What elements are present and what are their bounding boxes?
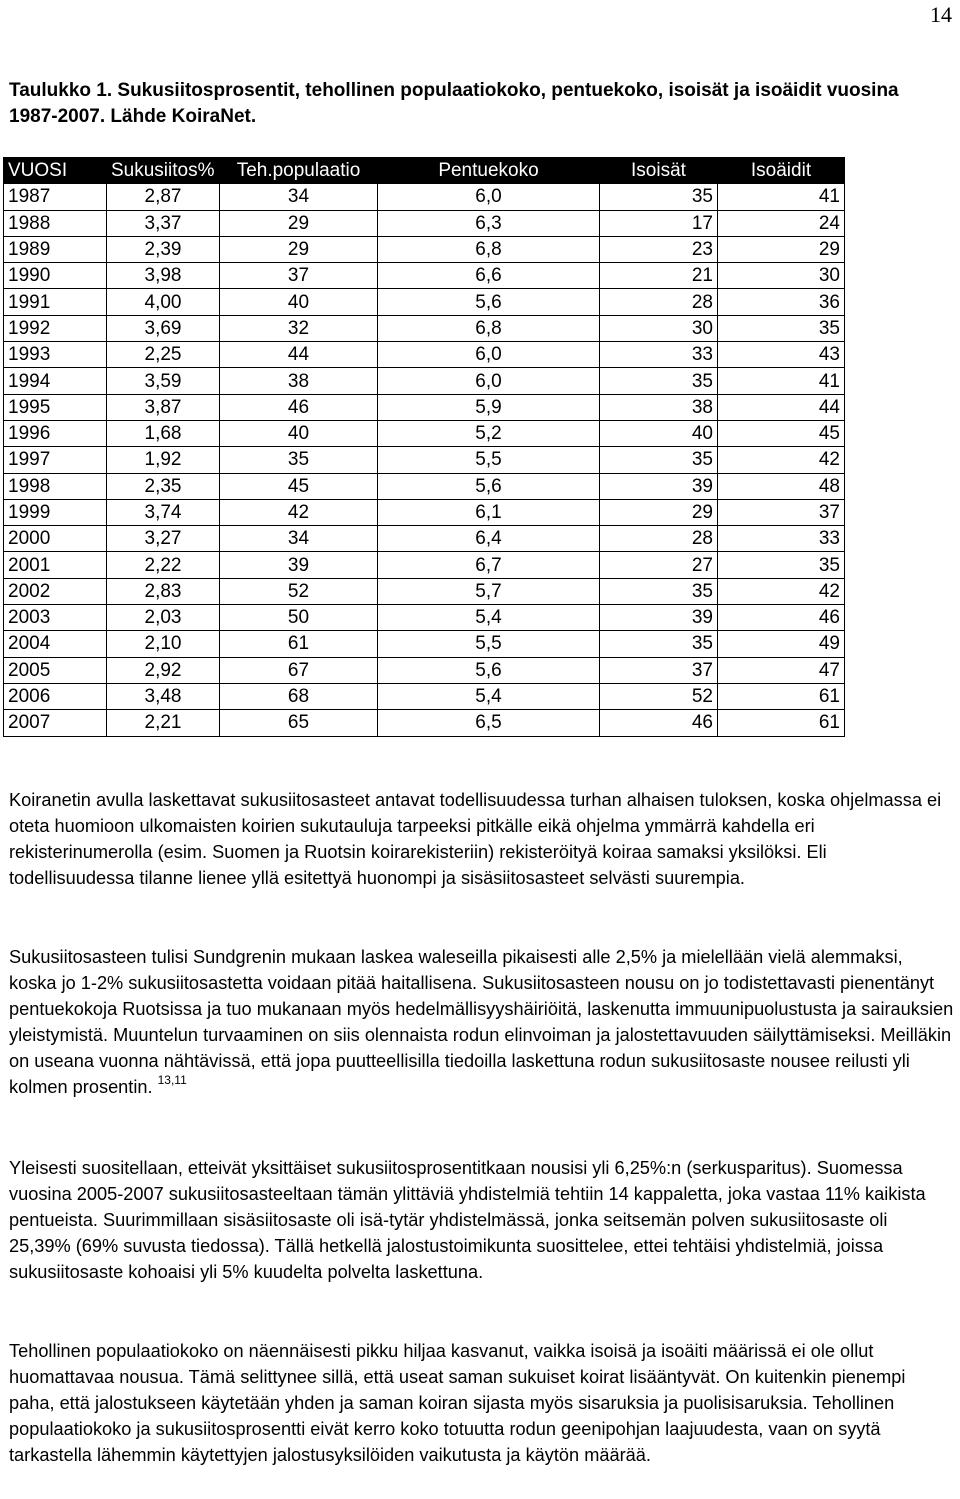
- cell-litter-size: 6,0: [378, 184, 600, 210]
- table-row: [4, 683, 845, 709]
- table-row: [4, 473, 845, 499]
- cell-grandsires: 40: [600, 420, 718, 446]
- cell-inbreeding: 2,83: [107, 578, 220, 604]
- cell-effective-population: 68: [220, 683, 378, 709]
- cell-grandsires: 28: [600, 526, 718, 552]
- table-row: [4, 236, 845, 262]
- table-row: [4, 605, 845, 631]
- table-caption: Taulukko 1. Sukusiitosprosentit, tehollinen populaatiokoko, pentuekoko, isoisät ja isoäidit vuosina 1987-2007. Lähde KoiraNet.: [9, 80, 899, 127]
- cell-year: 2005: [4, 657, 107, 683]
- cell-litter-size: 6,8: [378, 236, 600, 262]
- cell-granddams: 29: [718, 236, 845, 262]
- cell-year: 1987: [4, 184, 107, 210]
- cell-effective-population: 34: [220, 184, 378, 210]
- cell-year: 2004: [4, 631, 107, 657]
- table-header: [4, 158, 845, 184]
- cell-litter-size: 5,4: [378, 605, 600, 631]
- cell-year: 2007: [4, 710, 107, 736]
- cell-year: 2001: [4, 552, 107, 578]
- header-litter-size: Pentuekoko: [378, 158, 600, 184]
- cell-year: 1990: [4, 263, 107, 289]
- cell-granddams: 47: [718, 657, 845, 683]
- cell-effective-population: 40: [220, 420, 378, 446]
- table-header-row: [4, 158, 845, 184]
- header-year: VUOSI: [4, 158, 107, 184]
- cell-year: 2002: [4, 578, 107, 604]
- header-inbreeding: Sukusiitos%: [107, 158, 220, 184]
- cell-granddams: 46: [718, 605, 845, 631]
- cell-effective-population: 65: [220, 710, 378, 736]
- cell-granddams: 37: [718, 499, 845, 525]
- cell-litter-size: 5,4: [378, 683, 600, 709]
- reference-marker: 13,11: [157, 1073, 187, 1087]
- cell-grandsires: 21: [600, 263, 718, 289]
- cell-litter-size: 6,4: [378, 526, 600, 552]
- cell-litter-size: 5,6: [378, 289, 600, 315]
- cell-inbreeding: 4,00: [107, 289, 220, 315]
- cell-inbreeding: 2,21: [107, 710, 220, 736]
- table-row: [4, 184, 845, 210]
- cell-grandsires: 17: [600, 210, 718, 236]
- cell-grandsires: 39: [600, 473, 718, 499]
- cell-litter-size: 5,7: [378, 578, 600, 604]
- cell-granddams: 45: [718, 420, 845, 446]
- cell-inbreeding: 2,03: [107, 605, 220, 631]
- cell-litter-size: 5,6: [378, 657, 600, 683]
- table-row: [4, 710, 845, 736]
- table-row: [4, 394, 845, 420]
- cell-granddams: 35: [718, 552, 845, 578]
- cell-effective-population: 32: [220, 315, 378, 341]
- cell-year: 1996: [4, 420, 107, 446]
- cell-granddams: 41: [718, 368, 845, 394]
- cell-granddams: 43: [718, 342, 845, 368]
- cell-granddams: 48: [718, 473, 845, 499]
- cell-inbreeding: 1,92: [107, 447, 220, 473]
- cell-grandsires: 46: [600, 710, 718, 736]
- cell-inbreeding: 2,22: [107, 552, 220, 578]
- cell-effective-population: 61: [220, 631, 378, 657]
- table-row: [4, 447, 845, 473]
- cell-effective-population: 50: [220, 605, 378, 631]
- cell-litter-size: 5,5: [378, 631, 600, 657]
- cell-effective-population: 45: [220, 473, 378, 499]
- table-row: [4, 263, 845, 289]
- cell-inbreeding: 2,35: [107, 473, 220, 499]
- cell-litter-size: 6,8: [378, 315, 600, 341]
- cell-effective-population: 29: [220, 236, 378, 262]
- cell-effective-population: 44: [220, 342, 378, 368]
- cell-granddams: 49: [718, 631, 845, 657]
- cell-granddams: 24: [718, 210, 845, 236]
- cell-litter-size: 6,1: [378, 499, 600, 525]
- cell-year: 1993: [4, 342, 107, 368]
- cell-inbreeding: 3,74: [107, 499, 220, 525]
- cell-effective-population: 37: [220, 263, 378, 289]
- table-body: [4, 184, 845, 736]
- cell-grandsires: 37: [600, 657, 718, 683]
- table-row: [4, 631, 845, 657]
- cell-year: 1988: [4, 210, 107, 236]
- cell-litter-size: 5,5: [378, 447, 600, 473]
- cell-granddams: 61: [718, 683, 845, 709]
- cell-year: 1989: [4, 236, 107, 262]
- table-row: [4, 210, 845, 236]
- cell-inbreeding: 3,59: [107, 368, 220, 394]
- paragraph-sundgren: [9, 944, 954, 1100]
- cell-granddams: 42: [718, 578, 845, 604]
- inbreeding-table: [3, 157, 845, 737]
- cell-effective-population: 29: [220, 210, 378, 236]
- header-grandsires: Isoisät: [600, 158, 718, 184]
- cell-litter-size: 6,7: [378, 552, 600, 578]
- cell-granddams: 44: [718, 394, 845, 420]
- cell-inbreeding: 2,92: [107, 657, 220, 683]
- cell-year: 2003: [4, 605, 107, 631]
- cell-inbreeding: 3,87: [107, 394, 220, 420]
- cell-litter-size: 5,6: [378, 473, 600, 499]
- cell-inbreeding: 2,10: [107, 631, 220, 657]
- cell-effective-population: 52: [220, 578, 378, 604]
- cell-effective-population: 38: [220, 368, 378, 394]
- cell-inbreeding: 3,48: [107, 683, 220, 709]
- cell-litter-size: 6,0: [378, 368, 600, 394]
- table-row: [4, 526, 845, 552]
- cell-granddams: 61: [718, 710, 845, 736]
- cell-grandsires: 33: [600, 342, 718, 368]
- cell-granddams: 33: [718, 526, 845, 552]
- cell-year: 1991: [4, 289, 107, 315]
- table-row: [4, 420, 845, 446]
- cell-year: 1994: [4, 368, 107, 394]
- cell-effective-population: 35: [220, 447, 378, 473]
- cell-grandsires: 30: [600, 315, 718, 341]
- cell-grandsires: 52: [600, 683, 718, 709]
- cell-effective-population: 40: [220, 289, 378, 315]
- cell-effective-population: 34: [220, 526, 378, 552]
- cell-litter-size: 6,3: [378, 210, 600, 236]
- cell-year: 1999: [4, 499, 107, 525]
- cell-inbreeding: 1,68: [107, 420, 220, 446]
- cell-grandsires: 28: [600, 289, 718, 315]
- paragraph-recommendation: Yleisesti suositellaan, etteivät yksittäiset sukusiitosprosentitkaan nousisi yli 6,25%:n (serkusparitus). Suomessa vuosina 2005-2007 sukusiitosasteeltaan tämän ylittäviä yhdistelmiä tehtiin 14 kappaletta, joka vastaa 11% kaikista pentueista. Suurimmillaan sisäsiitosaste oli isä-tytär yhdistelmässä, jonka seitsemän polven sukusiitosaste oli 25,39% (69% suvusta tiedossa). Tällä hetkellä jalostustoimikunta suosittelee, ettei tehtäisi yhdistelmiä, joissa sukusiitosaste kohoaisi yli 5% kuudelta polvelta laskettuna.: [9, 1158, 926, 1282]
- cell-litter-size: 6,6: [378, 263, 600, 289]
- cell-year: 1998: [4, 473, 107, 499]
- paragraph-sundgren-text: Sukusiitosasteen tulisi Sundgrenin mukaan laskea waleseilla pikaisesti alle 2,5% ja mielellään vielä alemmaksi, koska jo 1-2% sukusiitosastetta voidaan pitää haitallisena. Sukusiitosasteen nousu on jo todistettavasti pienentänyt pentuekokoja Ruotsissa ja tuo mukanaan myös hedelmällisyyshäiriöitä, laskenutta immuunipuolustusta ja sairauksien yleistymistä. Muuntelun turvaaminen on siis olennaista rodun elinvoiman ja jalostettavuuden säilyttämiseksi. Meilläkin on useana vuonna nähtävissä, että jopa puutteellisilla tiedoilla laskettuna rodun sukusiitosaste nousee reilusti yli kolmen prosentin.: [9, 947, 954, 1097]
- table-row: [4, 657, 845, 683]
- cell-effective-population: 46: [220, 394, 378, 420]
- cell-litter-size: 6,5: [378, 710, 600, 736]
- cell-granddams: 35: [718, 315, 845, 341]
- cell-inbreeding: 3,69: [107, 315, 220, 341]
- cell-grandsires: 38: [600, 394, 718, 420]
- page-number: 14: [930, 2, 952, 27]
- cell-litter-size: 5,2: [378, 420, 600, 446]
- cell-grandsires: 29: [600, 499, 718, 525]
- header-effective-population: Teh.populaatio: [220, 158, 378, 184]
- cell-effective-population: 39: [220, 552, 378, 578]
- cell-grandsires: 35: [600, 447, 718, 473]
- cell-granddams: 36: [718, 289, 845, 315]
- cell-grandsires: 35: [600, 184, 718, 210]
- table-row: [4, 552, 845, 578]
- cell-inbreeding: 3,98: [107, 263, 220, 289]
- cell-inbreeding: 3,27: [107, 526, 220, 552]
- paragraph-koiranet: Koiranetin avulla laskettavat sukusiitosasteet antavat todellisuudessa turhan alhaisen tuloksen, koska ohjelmassa ei oteta huomioon ulkomaisten koirien sukutauluja tarpeeksi pitkälle eikä ohjelma ymmärrä kahdella eri rekisterinumerolla (esim. Suomen ja Ruotsin koirarekisteriin) rekisteröityä koiraa samaksi yksilöksi. Eli todellisuudessa tilanne lienee yllä esitettyä huonompi ja sisäsiitosasteet selvästi suurempia.: [9, 790, 942, 888]
- cell-granddams: 42: [718, 447, 845, 473]
- table-row: [4, 578, 845, 604]
- cell-inbreeding: 2,87: [107, 184, 220, 210]
- table-row: [4, 342, 845, 368]
- cell-year: 2006: [4, 683, 107, 709]
- paragraph-effective-population: Tehollinen populaatiokoko on näennäisesti pikku hiljaa kasvanut, vaikka isoisä ja isoäiti määrissä ei ole ollut huomattavaa nousua. Tämä selittynee sillä, että useat saman sukuiset koirat lisääntyvät. On kuitenkin pienempi paha, että jalostukseen käytetään yhden ja saman koiran sijasta myös sisaruksia ja puolisisaruksia. Tehollinen populaatiokoko ja sukusiitosprosentti eivät kerro koko totuutta rodun geenipohjan laajuudesta, vaan on syytä tarkastella lähemmin käytettyjen jalostusyksilöiden vaikutusta ja käytön määrää.: [9, 1341, 906, 1465]
- cell-inbreeding: 2,25: [107, 342, 220, 368]
- cell-year: 1995: [4, 394, 107, 420]
- cell-grandsires: 39: [600, 605, 718, 631]
- cell-grandsires: 35: [600, 578, 718, 604]
- table-row: [4, 315, 845, 341]
- cell-grandsires: 27: [600, 552, 718, 578]
- cell-granddams: 30: [718, 263, 845, 289]
- cell-year: 1997: [4, 447, 107, 473]
- cell-year: 1992: [4, 315, 107, 341]
- cell-grandsires: 35: [600, 631, 718, 657]
- cell-litter-size: 6,0: [378, 342, 600, 368]
- cell-inbreeding: 3,37: [107, 210, 220, 236]
- cell-grandsires: 23: [600, 236, 718, 262]
- cell-effective-population: 67: [220, 657, 378, 683]
- cell-grandsires: 35: [600, 368, 718, 394]
- cell-year: 2000: [4, 526, 107, 552]
- table-row: [4, 368, 845, 394]
- table-row: [4, 499, 845, 525]
- cell-inbreeding: 2,39: [107, 236, 220, 262]
- cell-litter-size: 5,9: [378, 394, 600, 420]
- header-granddams: Isoäidit: [718, 158, 845, 184]
- table-row: [4, 289, 845, 315]
- cell-granddams: 41: [718, 184, 845, 210]
- cell-effective-population: 42: [220, 499, 378, 525]
